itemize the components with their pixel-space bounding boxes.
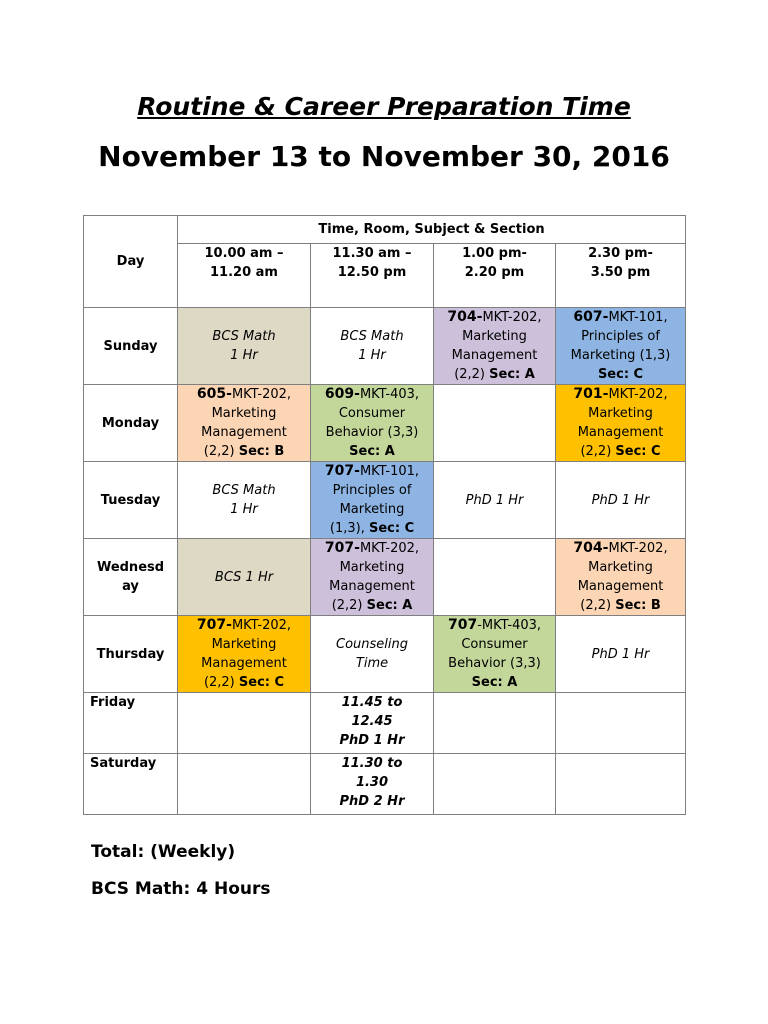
schedule-cell: 11.45 to 12.45 PhD 1 Hr [311,693,434,754]
schedule-cell: PhD 1 Hr [556,616,686,693]
time-slot-header: 11.30 am – 12.50 pm [311,244,434,308]
schedule-cell: 704-MKT-202, Marketing Management (2,2) Sec: B [556,539,686,616]
date-range-heading: November 13 to November 30, 2016 [98,140,670,173]
total-label: Total: (Weekly) [91,842,236,862]
schedule-cell: 707-MKT-101, Principles of Marketing (1,3), Sec: C [311,462,434,539]
schedule-cell-empty [556,754,686,815]
schedule-cell-empty [434,754,556,815]
day-label-sunday: Sunday [84,308,178,385]
day-label-monday: Monday [84,385,178,462]
schedule-cell: BCS Math 1 Hr [311,308,434,385]
schedule-cell-empty [178,693,311,754]
table-row [84,754,686,815]
schedule-cell-empty [434,539,556,616]
schedule-cell: 607-MKT-101, Principles of Marketing (1,3) Sec: C [556,308,686,385]
schedule-cell-empty [434,693,556,754]
table-row [84,616,686,693]
time-slot-header: 2.30 pm- 3.50 pm [556,244,686,308]
schedule-cell: 707-MKT-403, Consumer Behavior (3,3) Sec: A [434,616,556,693]
schedule-table [83,215,686,815]
day-column-header: Day [84,216,178,308]
table-row [84,693,686,754]
schedule-cell: 701-MKT-202, Marketing Management (2,2) Sec: C [556,385,686,462]
table-header: Time, Room, Subject & Section [178,216,686,244]
schedule-cell: BCS Math 1 Hr [178,462,311,539]
schedule-cell: 609-MKT-403, Consumer Behavior (3,3) Sec: A [311,385,434,462]
schedule-cell: 704-MKT-202, Marketing Management (2,2) Sec: A [434,308,556,385]
day-label-saturday: Saturday [84,754,178,815]
bcs-math-total: BCS Math: 4 Hours [91,879,271,899]
schedule-cell: PhD 1 Hr [556,462,686,539]
schedule-cell: BCS 1 Hr [178,539,311,616]
schedule-cell: 707-MKT-202, Marketing Management (2,2) Sec: C [178,616,311,693]
schedule-cell-empty [556,693,686,754]
time-slot-header: 1.00 pm- 2.20 pm [434,244,556,308]
day-label-wednesday: Wednesd ay [84,539,178,616]
day-label-tuesday: Tuesday [84,462,178,539]
schedule-cell-empty [178,754,311,815]
schedule-cell: BCS Math 1 Hr [178,308,311,385]
table-row [84,462,686,539]
day-label-friday: Friday [84,693,178,754]
schedule-cell: 707-MKT-202, Marketing Management (2,2) Sec: A [311,539,434,616]
document-title: Routine & Career Preparation Time [137,92,631,121]
table-row [84,539,686,616]
schedule-cell-empty [434,385,556,462]
table-row [84,385,686,462]
time-slot-header: 10.00 am – 11.20 am [178,244,311,308]
schedule-cell: PhD 1 Hr [434,462,556,539]
schedule-cell: 11.30 to 1.30 PhD 2 Hr [311,754,434,815]
schedule-cell: Counseling Time [311,616,434,693]
table-row [84,308,686,385]
day-label-thursday: Thursday [84,616,178,693]
schedule-cell: 605-MKT-202, Marketing Management (2,2) Sec: B [178,385,311,462]
